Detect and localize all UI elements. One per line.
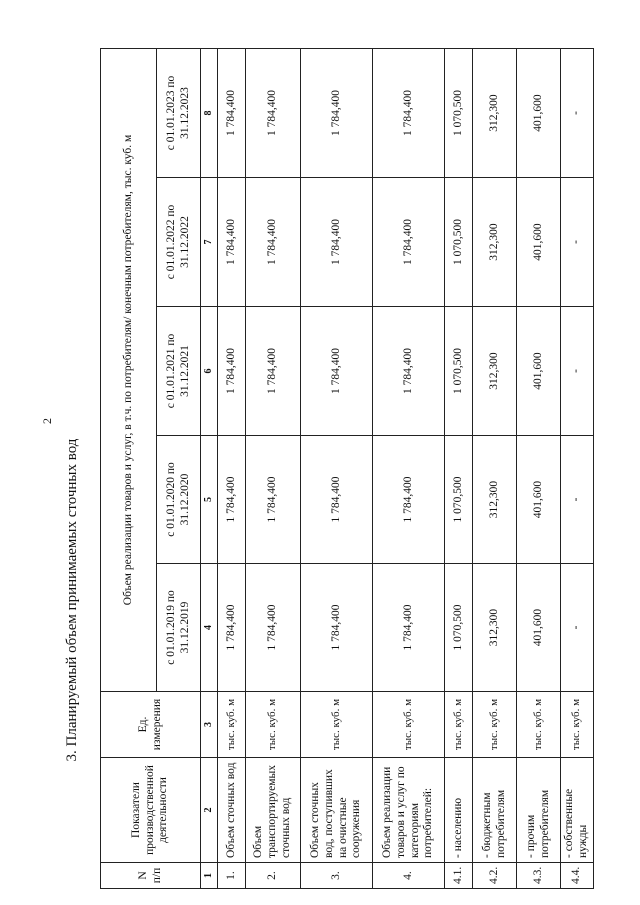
row-value: 1 784,400	[373, 178, 445, 307]
row-value: 1 784,400	[246, 564, 301, 692]
row-unit: тыс. куб. м	[218, 692, 246, 758]
row-value: 1 070,500	[445, 564, 473, 692]
row-value: 1 784,400	[373, 564, 445, 692]
row-value: 1 784,400	[218, 307, 246, 436]
row-value: -	[561, 307, 594, 436]
row-value: 401,600	[517, 307, 561, 436]
row-value: 1 070,500	[445, 436, 473, 564]
row-value: 1 784,400	[246, 48, 301, 177]
row-value: 1 070,500	[445, 178, 473, 307]
row-unit: тыс. куб. м	[561, 692, 594, 758]
row-indicator: - бюджетным потребителям	[473, 758, 517, 863]
row-value: 1 784,400	[301, 178, 373, 307]
row-unit: тыс. куб. м	[373, 692, 445, 758]
row-unit: тыс. куб. м	[445, 692, 473, 758]
header-period: с 01.01.2021 по 31.12.2021	[157, 307, 201, 436]
header-volume: Объем реализации товаров и услуг, в т.ч. по потребителям/ конечным потребителям, тыс. куб. м	[101, 48, 157, 691]
row-value: 1 784,400	[301, 564, 373, 692]
row-indicator: - прочим потребителям	[517, 758, 561, 863]
row-value: 1 784,400	[301, 48, 373, 177]
row-value: 312,300	[473, 564, 517, 692]
row-num: 1.	[218, 863, 246, 889]
column-number: 3	[201, 692, 218, 758]
row-value: 1 784,400	[218, 564, 246, 692]
row-value: 312,300	[473, 307, 517, 436]
row-value: 1 784,400	[246, 307, 301, 436]
row-unit: тыс. куб. м	[246, 692, 301, 758]
column-number: 1	[201, 863, 218, 889]
header-period: с 01.01.2023 по 31.12.2023	[157, 48, 201, 177]
row-value: 401,600	[517, 178, 561, 307]
row-value: 312,300	[473, 48, 517, 177]
row-num: 4.1.	[445, 863, 473, 889]
row-value: 1 784,400	[373, 48, 445, 177]
row-value: 312,300	[473, 178, 517, 307]
table-row	[517, 48, 561, 888]
row-value: 1 784,400	[373, 436, 445, 564]
table-row	[218, 48, 246, 888]
table-row	[561, 48, 594, 888]
row-value: 1 784,400	[246, 436, 301, 564]
row-value: 401,600	[517, 48, 561, 177]
table-row	[246, 48, 301, 888]
table-container	[100, 49, 589, 889]
row-value: 401,600	[517, 436, 561, 564]
table-row	[373, 48, 445, 888]
column-number: 4	[201, 564, 218, 692]
row-unit: тыс. куб. м	[301, 692, 373, 758]
column-number: 2	[201, 758, 218, 863]
header-indicator: Показатели производственной деятельности	[101, 758, 201, 863]
row-value: 401,600	[517, 564, 561, 692]
page-number: 2	[40, 418, 54, 424]
row-value: 1 784,400	[301, 436, 373, 564]
row-unit: тыс. куб. м	[473, 692, 517, 758]
header-num: N п/п	[101, 863, 201, 889]
row-value: 1 784,400	[301, 307, 373, 436]
row-num: 2.	[246, 863, 301, 889]
row-num: 4.	[373, 863, 445, 889]
table-row	[473, 48, 517, 888]
row-unit: тыс. куб. м	[517, 692, 561, 758]
row-value: 1 784,400	[218, 48, 246, 177]
row-num: 4.2.	[473, 863, 517, 889]
column-number: 6	[201, 307, 218, 436]
wastewater-volume-table	[100, 48, 594, 889]
row-value: -	[561, 178, 594, 307]
table-row	[445, 48, 473, 888]
table-row	[301, 48, 373, 888]
row-indicator: Объем сточных вод, поступивших на очистные сооружения	[301, 758, 373, 863]
row-value: 1 784,400	[218, 436, 246, 564]
header-period: с 01.01.2019 по 31.12.2019	[157, 564, 201, 692]
row-num: 4.3.	[517, 863, 561, 889]
header-unit: Ед. измерения	[101, 692, 201, 758]
header-period: с 01.01.2022 по 31.12.2022	[157, 178, 201, 307]
column-number: 7	[201, 178, 218, 307]
row-value: -	[561, 564, 594, 692]
row-value: -	[561, 48, 594, 177]
row-value: 312,300	[473, 436, 517, 564]
row-value: 1 070,500	[445, 307, 473, 436]
column-number: 5	[201, 436, 218, 564]
row-value: -	[561, 436, 594, 564]
column-number: 8	[201, 48, 218, 177]
column-number-row	[201, 48, 218, 888]
row-indicator: - населению	[445, 758, 473, 863]
row-indicator: - собственные нужды	[561, 758, 594, 863]
row-indicator: Объем сточных вод	[218, 758, 246, 863]
row-value: 1 784,400	[373, 307, 445, 436]
row-num: 3.	[301, 863, 373, 889]
row-value: 1 784,400	[218, 178, 246, 307]
row-indicator: Объем реализации товаров и услуг по категориям потребителей:	[373, 758, 445, 863]
row-num: 4.4.	[561, 863, 594, 889]
section-title: 3. Планируемый объем принимаемых сточных вод	[64, 438, 80, 762]
header-period: с 01.01.2020 по 31.12.2020	[157, 436, 201, 564]
row-indicator: Объем транспортируемых сточных вод	[246, 758, 301, 863]
row-value: 1 784,400	[246, 178, 301, 307]
row-value: 1 070,500	[445, 48, 473, 177]
